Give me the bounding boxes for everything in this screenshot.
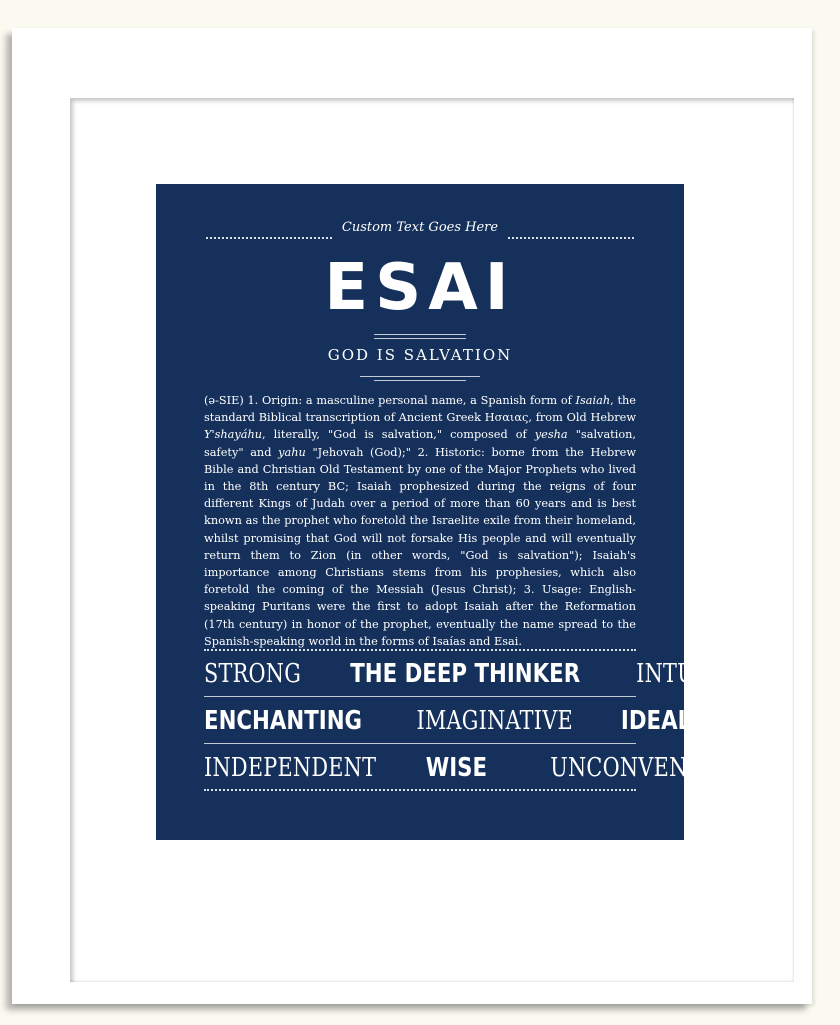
traits-divider-1 bbox=[204, 696, 636, 697]
name-definition: (ə-SIE) 1. Origin: a masculine personal name, a Spanish form of Isaiah, the standard Biblical transcription of Ancient Greek Ησαιας, from Old Hebrew Y'shayáhu, literally, "God is salvation," composed of yesha "salvation, safety" and yahu "Jehovah (God);" 2. Historic: borne from the Hebrew Bible and Christian Old Testament by one of the Major Prophets who lived in the 8th century BC; Isaiah prophesized during the reigns of four different Kings of Judah over a period of more than 60 years and is best known as the prophet who foretold the Israelite exile from their homeland, whilst promising that God will not forsake His people and will eventually return them to Zion (in other words, "God is salvation"); Isaiah's importance among Christians stems from his prophesies, which also foretold the coming of the Messiah (Jesus Christ); 3. Usage: English-speaking Puritans were the first to adopt Isaiah after the Reformation (17th century) in honor of the prophet, eventually the name spread to the Spanish-speaking world in the forms of Isaías and Esai. bbox=[204, 394, 636, 648]
trait: STRONG bbox=[204, 659, 302, 689]
trait: UNCONVENTIONAL bbox=[550, 753, 776, 783]
trait: THE DEEP THINKER bbox=[350, 659, 581, 689]
custom-text: Custom Text Goes Here bbox=[341, 220, 499, 235]
traits-row-2 bbox=[204, 706, 753, 736]
header-dotted-line-left bbox=[206, 237, 332, 239]
trait: ENCHANTING bbox=[204, 706, 363, 736]
traits-row-3 bbox=[204, 753, 776, 783]
meaning-rule-bottom bbox=[360, 376, 480, 377]
header-dotted-line-right bbox=[508, 237, 634, 239]
name-meaning-poster bbox=[156, 184, 776, 840]
poster-name: ESAI bbox=[324, 251, 516, 325]
trait: IDEALISTIC bbox=[621, 706, 753, 736]
meaning-rule-top-inner bbox=[374, 338, 466, 339]
traits-dotted-line-bottom bbox=[204, 789, 636, 791]
name-meaning: GOD IS SALVATION bbox=[327, 346, 513, 364]
traits-dotted-line-top bbox=[204, 649, 636, 651]
trait: WISE bbox=[426, 753, 488, 783]
traits-row-1 bbox=[204, 659, 757, 689]
trait: INDEPENDENT bbox=[204, 753, 377, 783]
trait: IMAGINATIVE bbox=[416, 706, 573, 736]
meaning-rule-top bbox=[374, 334, 466, 335]
trait: INTUITIVE bbox=[635, 659, 757, 689]
meaning-rule-bottom-inner bbox=[374, 380, 466, 381]
traits-divider-2 bbox=[204, 743, 636, 744]
